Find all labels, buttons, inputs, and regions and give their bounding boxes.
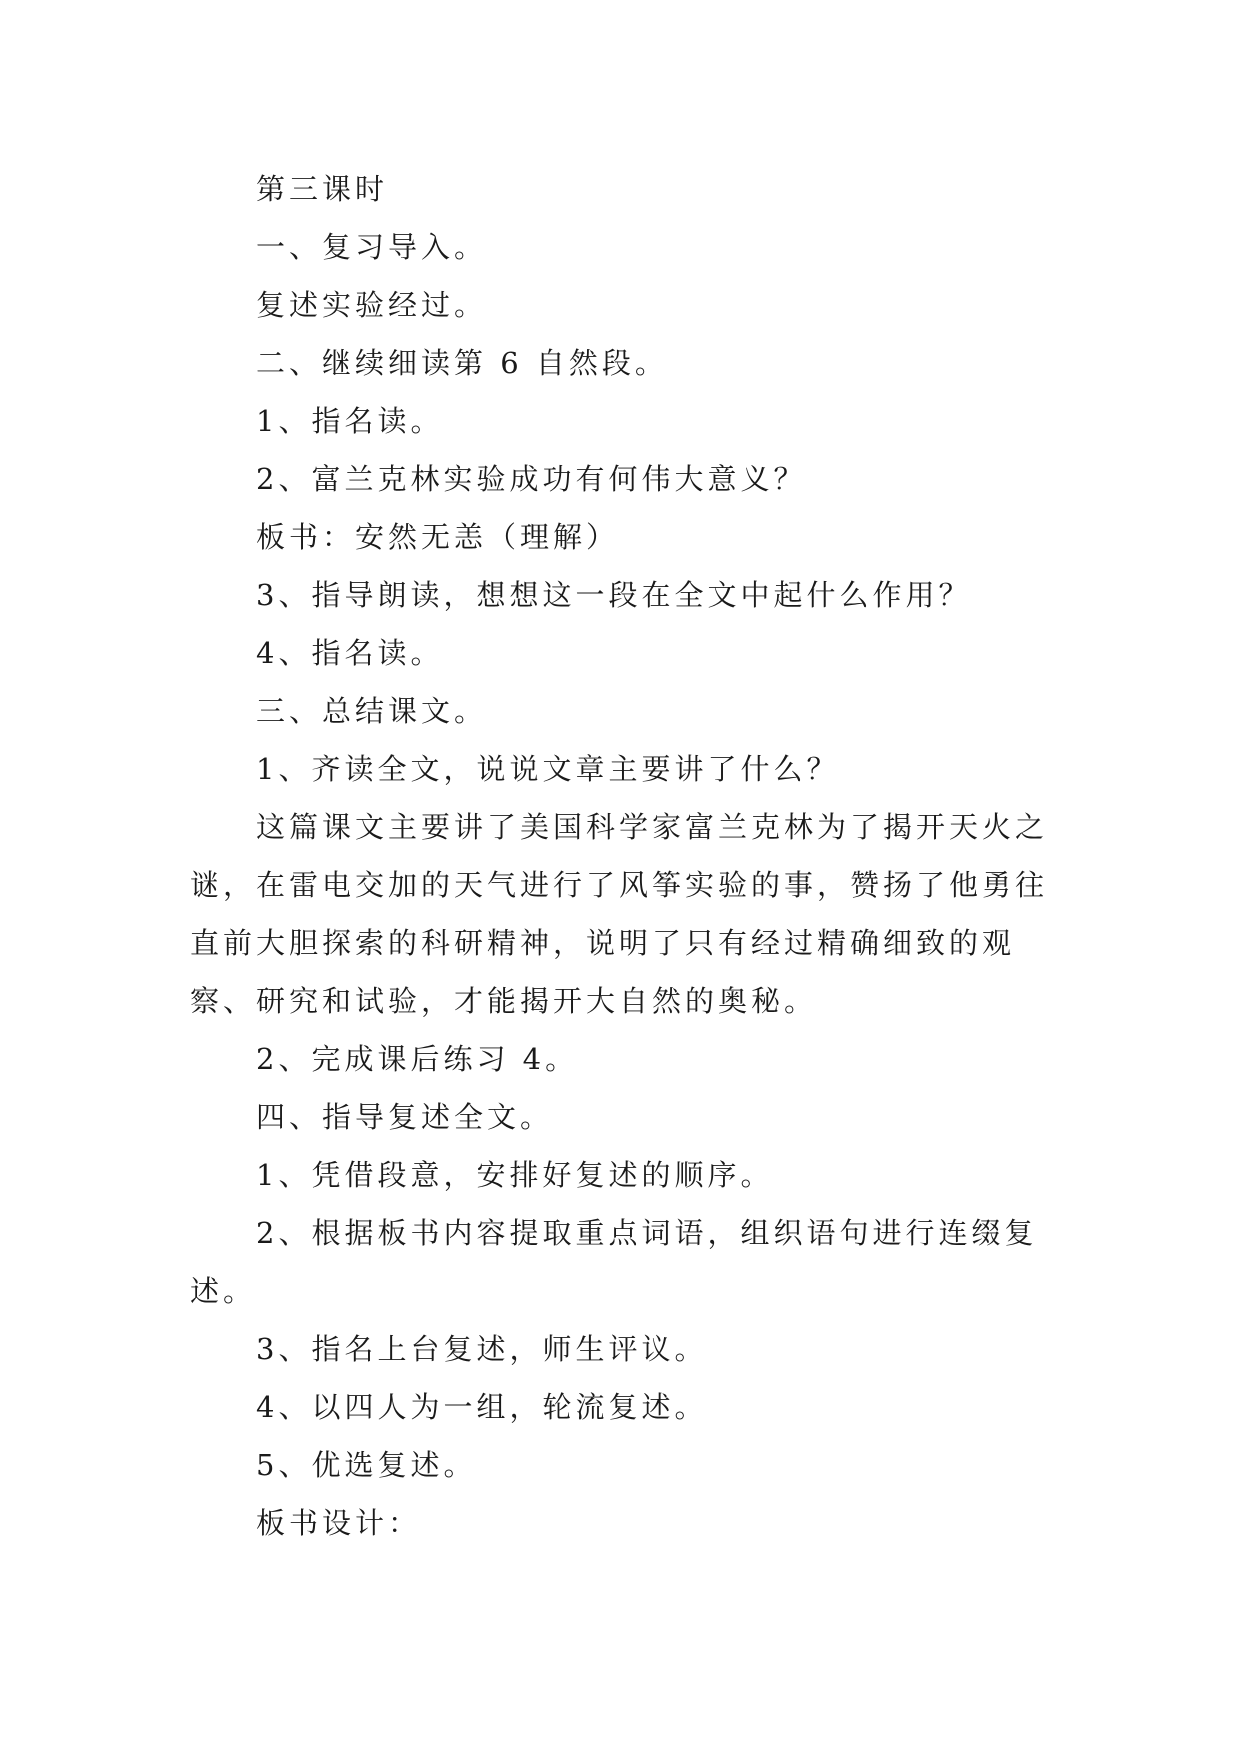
paragraph: 复述实验经过。 (256, 288, 488, 322)
summary-paragraph: 这篇课文主要讲了美国科学家富兰克林为了揭开天火之谜，在雷电交加的天气进行了风筝实验的事，赞扬了他勇往直前大胆探索的科研精神，说明了只有经过精确细致的观察、研究和试验，才能揭开大自然的奥秘。 (190, 810, 1049, 1018)
paragraph: 板书：安然无恙（理解） (256, 520, 620, 554)
document-body (190, 160, 1060, 1552)
list-item: 4、指名读。 (256, 636, 444, 670)
list-item: 2、根据板书内容提取重点词语，组织语句进行连缀复述。 (190, 1216, 1038, 1308)
list-item: 3、指导朗读，想想这一段在全文中起什么作用？ (256, 578, 972, 612)
section-heading: 二、继续细读第 6 自然段。 (256, 346, 668, 380)
list-item: 1、齐读全文，说说文章主要讲了什么？ (256, 752, 840, 786)
section-heading: 四、指导复述全文。 (256, 1100, 554, 1134)
list-item: 1、指名读。 (256, 404, 444, 438)
list-item: 1、凭借段意，安排好复述的顺序。 (256, 1158, 774, 1192)
list-item: 4、以四人为一组，轮流复述。 (256, 1390, 708, 1424)
list-item: 2、富兰克林实验成功有何伟大意义？ (256, 462, 807, 496)
section-heading: 三、总结课文。 (256, 694, 488, 728)
list-item: 2、完成课后练习 4。 (256, 1042, 579, 1076)
board-design-heading: 板书设计： (256, 1506, 422, 1540)
list-item: 3、指名上台复述，师生评议。 (256, 1332, 708, 1366)
lesson-title: 第三课时 (256, 172, 389, 206)
section-heading: 一、复习导入。 (256, 230, 488, 264)
list-item: 5、优选复述。 (256, 1448, 477, 1482)
